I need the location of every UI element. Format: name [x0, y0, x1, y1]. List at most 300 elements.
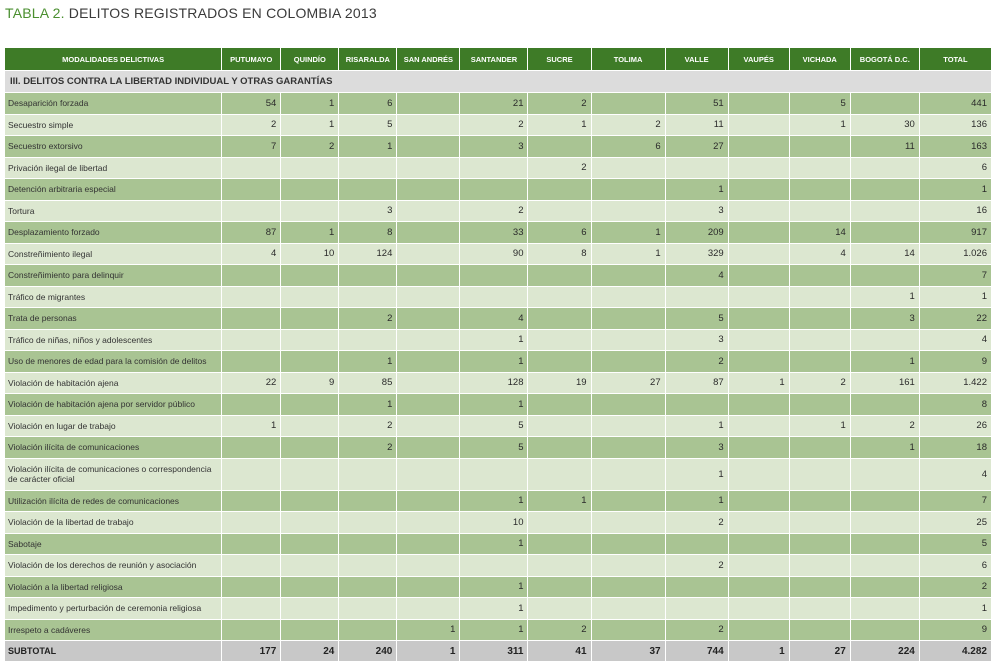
subtotal-label: SUBTOTAL [5, 641, 221, 661]
row-label: Violación en lugar de trabajo [5, 416, 221, 437]
table-cell [281, 287, 338, 308]
table-cell [790, 330, 850, 351]
table-cell [281, 437, 338, 458]
table-cell [790, 287, 850, 308]
table-cell [790, 201, 850, 222]
subtotal-cell: 41 [528, 641, 590, 661]
header-row [5, 48, 991, 70]
table-cell: 1 [397, 620, 459, 641]
table-cell [851, 222, 919, 243]
row-label: Constreñimiento para delinquir [5, 265, 221, 286]
table-cell: 85 [339, 373, 396, 394]
table-cell [397, 373, 459, 394]
table-cell: 4 [790, 244, 850, 265]
table-cell [397, 351, 459, 372]
table-row [5, 491, 991, 512]
row-label: Sabotaje [5, 534, 221, 555]
table-cell: 51 [666, 93, 728, 114]
table-cell [397, 136, 459, 157]
table-title [5, 5, 377, 21]
table-cell [729, 598, 789, 619]
table-cell: 9 [920, 351, 991, 372]
table-cell [339, 287, 396, 308]
table-cell [528, 308, 590, 329]
table-cell [397, 179, 459, 200]
table-cell [790, 158, 850, 179]
table-cell: 1.026 [920, 244, 991, 265]
table-cell [339, 555, 396, 576]
table-cell [397, 491, 459, 512]
table-row [5, 351, 991, 372]
table-row [5, 598, 991, 619]
table-cell: 6 [592, 136, 665, 157]
table-cell [222, 158, 280, 179]
table-cell [666, 577, 728, 598]
table-cell [729, 555, 789, 576]
table-cell [528, 534, 590, 555]
table-cell [851, 620, 919, 641]
table-cell: 1.422 [920, 373, 991, 394]
table-cell [281, 265, 338, 286]
subtotal-cell: 1 [397, 641, 459, 661]
table-cell [528, 265, 590, 286]
table-cell [528, 330, 590, 351]
table-cell: 9 [920, 620, 991, 641]
table-cell: 7 [222, 136, 280, 157]
table-cell [222, 394, 280, 415]
table-cell [339, 491, 396, 512]
table-cell: 9 [281, 373, 338, 394]
table-row [5, 330, 991, 351]
table-cell: 1 [460, 598, 527, 619]
table-cell [397, 158, 459, 179]
table-row [5, 287, 991, 308]
table-cell: 19 [528, 373, 590, 394]
table-cell: 2 [528, 93, 590, 114]
table-cell [460, 459, 527, 490]
column-header: VAUPÉS [729, 48, 789, 70]
table-cell [339, 179, 396, 200]
table-cell: 21 [460, 93, 527, 114]
table-cell [281, 308, 338, 329]
subtotal-cell: 744 [666, 641, 728, 661]
table-cell: 8 [920, 394, 991, 415]
table-cell [729, 265, 789, 286]
table-cell: 1 [460, 351, 527, 372]
table-cell: 2 [528, 158, 590, 179]
table-cell [339, 577, 396, 598]
table-cell [729, 222, 789, 243]
table-cell [592, 394, 665, 415]
table-cell [528, 598, 590, 619]
table-cell [851, 330, 919, 351]
table-cell [222, 179, 280, 200]
table-cell [851, 179, 919, 200]
column-header: PUTUMAYO [222, 48, 280, 70]
table-cell [339, 534, 396, 555]
table-cell [592, 330, 665, 351]
table-cell: 1 [790, 416, 850, 437]
table-cell [666, 287, 728, 308]
table-cell [729, 136, 789, 157]
table-cell [528, 459, 590, 490]
table-cell: 2 [666, 512, 728, 533]
column-header-modalidades: MODALIDADES DELICTIVAS [5, 48, 221, 70]
table-row [5, 201, 991, 222]
table-row [5, 93, 991, 114]
table-cell: 1 [460, 620, 527, 641]
table-cell [666, 394, 728, 415]
column-header: TOLIMA [592, 48, 665, 70]
column-header: SUCRE [528, 48, 590, 70]
row-label: Tortura [5, 201, 221, 222]
table-cell [397, 577, 459, 598]
table-row [5, 179, 991, 200]
table-cell: 5 [920, 534, 991, 555]
table-row [5, 620, 991, 641]
row-label: Tráfico de migrantes [5, 287, 221, 308]
table-row [5, 459, 991, 490]
table-cell: 2 [281, 136, 338, 157]
table-cell: 8 [339, 222, 396, 243]
table-cell: 1 [729, 373, 789, 394]
table-cell [592, 534, 665, 555]
row-label: Trata de personas [5, 308, 221, 329]
table-cell [729, 351, 789, 372]
row-label: Privación ilegal de libertad [5, 158, 221, 179]
table-cell: 136 [920, 115, 991, 136]
row-label: Tráfico de niñas, niños y adolescentes [5, 330, 221, 351]
table-cell: 2 [339, 308, 396, 329]
table-cell: 7 [920, 491, 991, 512]
table-cell [729, 620, 789, 641]
table-cell [729, 577, 789, 598]
table-cell [592, 93, 665, 114]
row-label: Secuestro simple [5, 115, 221, 136]
table-cell [592, 437, 665, 458]
table-cell: 3 [666, 437, 728, 458]
table-cell: 3 [339, 201, 396, 222]
table-cell: 14 [851, 244, 919, 265]
subtotal-cell: 1 [729, 641, 789, 661]
table-cell: 4 [222, 244, 280, 265]
table-cell: 4 [460, 308, 527, 329]
table-cell: 128 [460, 373, 527, 394]
table-cell [281, 158, 338, 179]
row-label: Violación a la libertad religiosa [5, 577, 221, 598]
table-cell [222, 330, 280, 351]
table-cell [281, 330, 338, 351]
table-row [5, 115, 991, 136]
table-cell [339, 620, 396, 641]
table-cell [790, 394, 850, 415]
table-cell: 7 [920, 265, 991, 286]
table-row [5, 416, 991, 437]
table-cell [460, 265, 527, 286]
column-header: VALLE [666, 48, 728, 70]
table-cell: 30 [851, 115, 919, 136]
table-cell [222, 491, 280, 512]
table-cell [790, 265, 850, 286]
table-cell: 1 [851, 437, 919, 458]
subtotal-cell: 27 [790, 641, 850, 661]
table-row [5, 394, 991, 415]
table-cell [592, 491, 665, 512]
table-cell [397, 308, 459, 329]
table-cell: 2 [666, 620, 728, 641]
table-row [5, 136, 991, 157]
subtotal-cell: 177 [222, 641, 280, 661]
table-cell [729, 93, 789, 114]
table-cell [851, 598, 919, 619]
table-cell [790, 491, 850, 512]
table-row [5, 265, 991, 286]
table-cell [222, 512, 280, 533]
table-cell [528, 437, 590, 458]
table-cell [592, 179, 665, 200]
table-cell [729, 491, 789, 512]
table-cell [729, 201, 789, 222]
table-cell: 1 [851, 351, 919, 372]
table-cell [528, 394, 590, 415]
table-cell: 1 [666, 416, 728, 437]
table-cell [397, 330, 459, 351]
table-cell [790, 620, 850, 641]
table-cell [790, 512, 850, 533]
table-cell [729, 287, 789, 308]
table-cell [222, 287, 280, 308]
table-cell: 1 [851, 287, 919, 308]
table-cell: 1 [528, 491, 590, 512]
table-cell [851, 394, 919, 415]
table-cell [729, 158, 789, 179]
table-cell [851, 555, 919, 576]
table-cell [666, 598, 728, 619]
table-cell [528, 287, 590, 308]
table-cell [397, 287, 459, 308]
subtotal-row [5, 641, 991, 661]
table-cell [281, 201, 338, 222]
table-cell [851, 265, 919, 286]
table-cell: 163 [920, 136, 991, 157]
table-cell: 1 [592, 222, 665, 243]
table-cell: 33 [460, 222, 527, 243]
table-row [5, 534, 991, 555]
table-cell [222, 534, 280, 555]
subtotal-cell: 37 [592, 641, 665, 661]
table-cell: 917 [920, 222, 991, 243]
table-cell: 1 [281, 115, 338, 136]
table-cell [592, 416, 665, 437]
table-cell [592, 577, 665, 598]
table-cell [339, 265, 396, 286]
table-cell: 27 [666, 136, 728, 157]
table-cell: 5 [790, 93, 850, 114]
table-cell [397, 115, 459, 136]
table-cell: 54 [222, 93, 280, 114]
table-cell [790, 577, 850, 598]
section-title: III. DELITOS CONTRA LA LIBERTAD INDIVIDUAL Y OTRAS GARANTÍAS [5, 71, 991, 92]
table-cell [281, 394, 338, 415]
table-cell [592, 351, 665, 372]
table-cell [397, 459, 459, 490]
row-label: Constreñimiento ilegal [5, 244, 221, 265]
table-cell: 1 [339, 394, 396, 415]
table-cell: 441 [920, 93, 991, 114]
crimes-table [4, 47, 992, 662]
table-cell [222, 459, 280, 490]
column-header: SANTANDER [460, 48, 527, 70]
column-header: BOGOTÁ D.C. [851, 48, 919, 70]
table-cell [397, 555, 459, 576]
table-cell: 10 [281, 244, 338, 265]
table-cell: 10 [460, 512, 527, 533]
table-cell [397, 265, 459, 286]
table-row [5, 577, 991, 598]
table-cell [528, 512, 590, 533]
table-cell [281, 351, 338, 372]
row-label: Violación de habitación ajena por servidor público [5, 394, 221, 415]
table-cell: 1 [666, 491, 728, 512]
table-cell [790, 308, 850, 329]
table-cell: 6 [920, 158, 991, 179]
table-cell [281, 512, 338, 533]
table-cell: 1 [281, 222, 338, 243]
row-label: Impedimento y perturbación de ceremonia religiosa [5, 598, 221, 619]
table-cell: 2 [790, 373, 850, 394]
table-cell [528, 136, 590, 157]
table-cell: 4 [920, 330, 991, 351]
table-cell: 1 [666, 179, 728, 200]
table-cell: 5 [666, 308, 728, 329]
table-cell [528, 416, 590, 437]
row-label: Desplazamiento forzado [5, 222, 221, 243]
table-cell: 3 [851, 308, 919, 329]
table-cell [281, 179, 338, 200]
row-label: Violación ilícita de comunicaciones o correspondencia de carácter oficial [5, 459, 221, 490]
table-cell: 3 [666, 201, 728, 222]
table-cell: 6 [339, 93, 396, 114]
table-cell [592, 201, 665, 222]
table-cell: 87 [666, 373, 728, 394]
table-cell: 1 [920, 179, 991, 200]
table-cell: 1 [592, 244, 665, 265]
table-cell: 2 [339, 416, 396, 437]
table-cell [592, 308, 665, 329]
table-cell [729, 459, 789, 490]
table-cell [339, 158, 396, 179]
table-cell [790, 351, 850, 372]
table-cell: 2 [460, 115, 527, 136]
table-cell [666, 534, 728, 555]
table-cell [460, 555, 527, 576]
table-cell: 1 [460, 491, 527, 512]
table-cell [790, 179, 850, 200]
table-cell [729, 394, 789, 415]
table-cell: 1 [339, 351, 396, 372]
table-cell [729, 416, 789, 437]
table-cell [281, 534, 338, 555]
table-cell: 22 [222, 373, 280, 394]
row-label: Violación de la libertad de trabajo [5, 512, 221, 533]
table-cell: 22 [920, 308, 991, 329]
table-cell: 3 [666, 330, 728, 351]
table-cell: 2 [666, 555, 728, 576]
table-cell [528, 577, 590, 598]
table-cell [397, 512, 459, 533]
table-cell [528, 555, 590, 576]
table-cell [790, 534, 850, 555]
table-cell [592, 459, 665, 490]
table-cell [851, 93, 919, 114]
table-cell [281, 555, 338, 576]
table-cell: 87 [222, 222, 280, 243]
table-cell: 16 [920, 201, 991, 222]
table-cell: 1 [460, 577, 527, 598]
table-cell: 8 [528, 244, 590, 265]
table-cell [281, 491, 338, 512]
table-cell [592, 512, 665, 533]
table-cell: 4 [666, 265, 728, 286]
subtotal-cell: 240 [339, 641, 396, 661]
row-label: Detención arbitraria especial [5, 179, 221, 200]
table-cell: 2 [666, 351, 728, 372]
table-cell: 2 [920, 577, 991, 598]
table-cell [851, 459, 919, 490]
table-cell [592, 265, 665, 286]
table-cell: 1 [281, 93, 338, 114]
table-row [5, 555, 991, 576]
table-cell [339, 330, 396, 351]
row-label: Utilización ilícita de redes de comunicaciones [5, 491, 221, 512]
row-label: Violación de los derechos de reunión y asociación [5, 555, 221, 576]
subtotal-cell: 4.282 [920, 641, 991, 661]
table-cell [397, 201, 459, 222]
table-cell: 161 [851, 373, 919, 394]
table-cell: 27 [592, 373, 665, 394]
table-cell [460, 158, 527, 179]
table-row [5, 222, 991, 243]
subtotal-cell: 24 [281, 641, 338, 661]
row-label: Violación ilícita de comunicaciones [5, 437, 221, 458]
column-header: QUINDÍO [281, 48, 338, 70]
table-cell [222, 437, 280, 458]
table-cell [222, 555, 280, 576]
table-cell: 2 [851, 416, 919, 437]
table-cell [397, 437, 459, 458]
section-row [5, 71, 991, 92]
table-row [5, 308, 991, 329]
table-cell [729, 308, 789, 329]
table-cell [851, 201, 919, 222]
row-label: Desaparición forzada [5, 93, 221, 114]
table-cell [397, 598, 459, 619]
table-cell [281, 416, 338, 437]
table-cell [729, 330, 789, 351]
table-cell [851, 534, 919, 555]
table-cell [729, 437, 789, 458]
table-cell [222, 351, 280, 372]
table-number: TABLA 2. [5, 5, 65, 21]
table-cell [528, 351, 590, 372]
table-cell: 124 [339, 244, 396, 265]
table-cell: 6 [528, 222, 590, 243]
table-cell: 1 [920, 287, 991, 308]
table-cell [281, 620, 338, 641]
table-cell: 18 [920, 437, 991, 458]
row-label: Irrespeto a cadáveres [5, 620, 221, 641]
table-cell [528, 179, 590, 200]
